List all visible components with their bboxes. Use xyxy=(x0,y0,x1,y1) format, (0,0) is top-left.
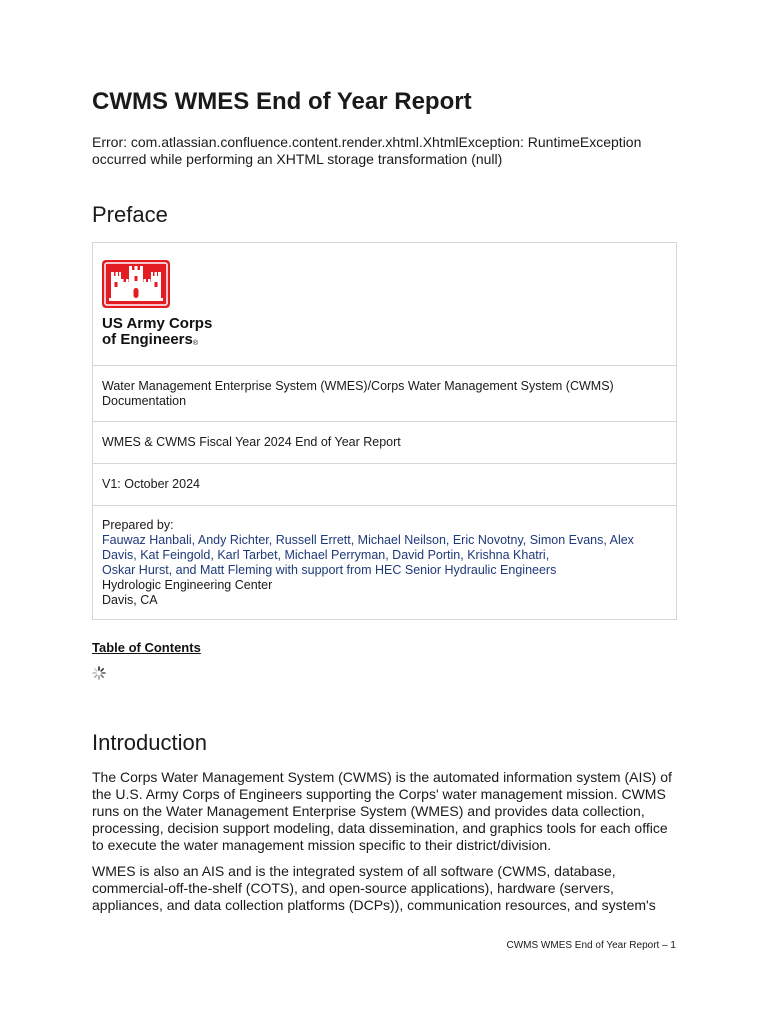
report-title-cell: WMES & CWMS Fiscal Year 2024 End of Year Report xyxy=(93,422,677,464)
version-cell: V1: October 2024 xyxy=(93,464,677,506)
doc-title-cell: Water Management Enterprise System (WMES)/Corps Water Management System (CWMS) Documentation xyxy=(93,366,677,422)
intro-paragraph-2: WMES is also an AIS and is the integrated system of all software (CWMS, database, commercial-off-the-shelf (COTS), and open-source applications), hardware (servers, appliances, and data collection platforms (DCPs)), communication resources, and system's xyxy=(92,863,656,913)
version-row xyxy=(93,464,677,506)
preface-table xyxy=(92,242,677,620)
spinner-icon xyxy=(92,666,106,680)
render-error-message: Error: com.atlassian.confluence.content.render.xhtml.XhtmlException: RuntimeException occurred while performing an XHTML storage transformation (null) xyxy=(92,134,642,167)
prepared-by-label: Prepared by: xyxy=(102,517,174,532)
intro-paragraph-1: The Corps Water Management System (CWMS) is the automated information system (AIS) of the U.S. Army Corps of Engineers supporting the Corps' water management mission. CWMS runs on the Water Management Enterprise System (WMES) and provides data collection, processing, decision support modeling, data dissemination, and graphics tools for each office to execute the water management mission specific to their district/division. xyxy=(92,769,672,853)
authors-link-1[interactable]: Fauwaz Hanbali, Andy Richter, Russell Errett, Michael Neilson, Eric Novotny, Simon Evans, Alex Davis, Kat Feingold, Karl Tarbet, Michael Perryman, David Portin, Krishna Khatri, xyxy=(102,532,634,562)
report-title-row xyxy=(93,422,677,464)
introduction-heading: Introduction xyxy=(92,730,207,755)
prepared-by-row xyxy=(93,506,677,620)
page-title: CWMS WMES End of Year Report xyxy=(92,88,472,115)
organization-text: Hydrologic Engineering Center xyxy=(102,577,273,592)
logo-wordmark xyxy=(102,316,667,352)
page-footer: CWMS WMES End of Year Report – 1 xyxy=(506,940,676,951)
location-text: Davis, CA xyxy=(102,592,158,607)
registered-mark: ® xyxy=(192,340,199,347)
preface-heading: Preface xyxy=(92,202,168,227)
doc-title-row xyxy=(93,366,677,422)
logo-line-1: US Army Corps xyxy=(102,315,213,332)
toc-heading[interactable]: Table of Contents xyxy=(92,640,201,655)
logo-row xyxy=(93,243,677,366)
authors-link-2[interactable]: Oskar Hurst, and Matt Fleming with support from HEC Senior Hydraulic Engineers xyxy=(102,562,557,577)
prepared-by-cell xyxy=(93,506,677,620)
logo-line-2: of Engineers xyxy=(102,331,193,348)
castle-icon xyxy=(102,260,170,308)
usace-logo xyxy=(102,256,667,352)
